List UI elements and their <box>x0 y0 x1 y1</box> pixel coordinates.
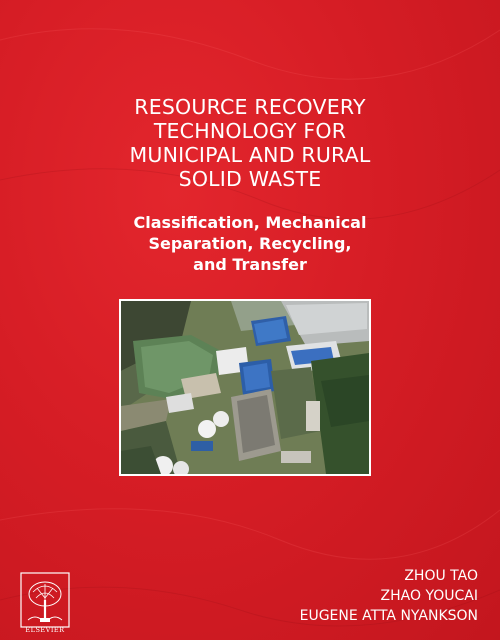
book-subtitle <box>60 212 440 275</box>
author-name: ZHAO YOUCAI <box>380 588 478 604</box>
author-name: EUGENE ATTA NYANKSON <box>299 608 478 624</box>
author-list <box>218 566 478 626</box>
book-title <box>60 95 440 191</box>
subtitle-line: Separation, Recycling, <box>148 234 352 253</box>
title-line: SOLID WASTE <box>178 167 322 191</box>
waste-facility-aerial-photo-icon <box>121 301 369 474</box>
author-name: ZHOU TAO <box>404 568 478 584</box>
cover-photo <box>119 299 371 476</box>
elsevier-tree-logo-icon <box>20 572 70 628</box>
title-line: TECHNOLOGY FOR <box>153 119 347 143</box>
publisher-name: ELSEVIER <box>25 626 65 634</box>
title-line: MUNICIPAL AND RURAL <box>129 143 371 167</box>
subtitle-line: Classification, Mechanical <box>133 213 367 232</box>
title-line: RESOURCE RECOVERY <box>134 95 366 119</box>
subtitle-line: and Transfer <box>193 255 307 274</box>
